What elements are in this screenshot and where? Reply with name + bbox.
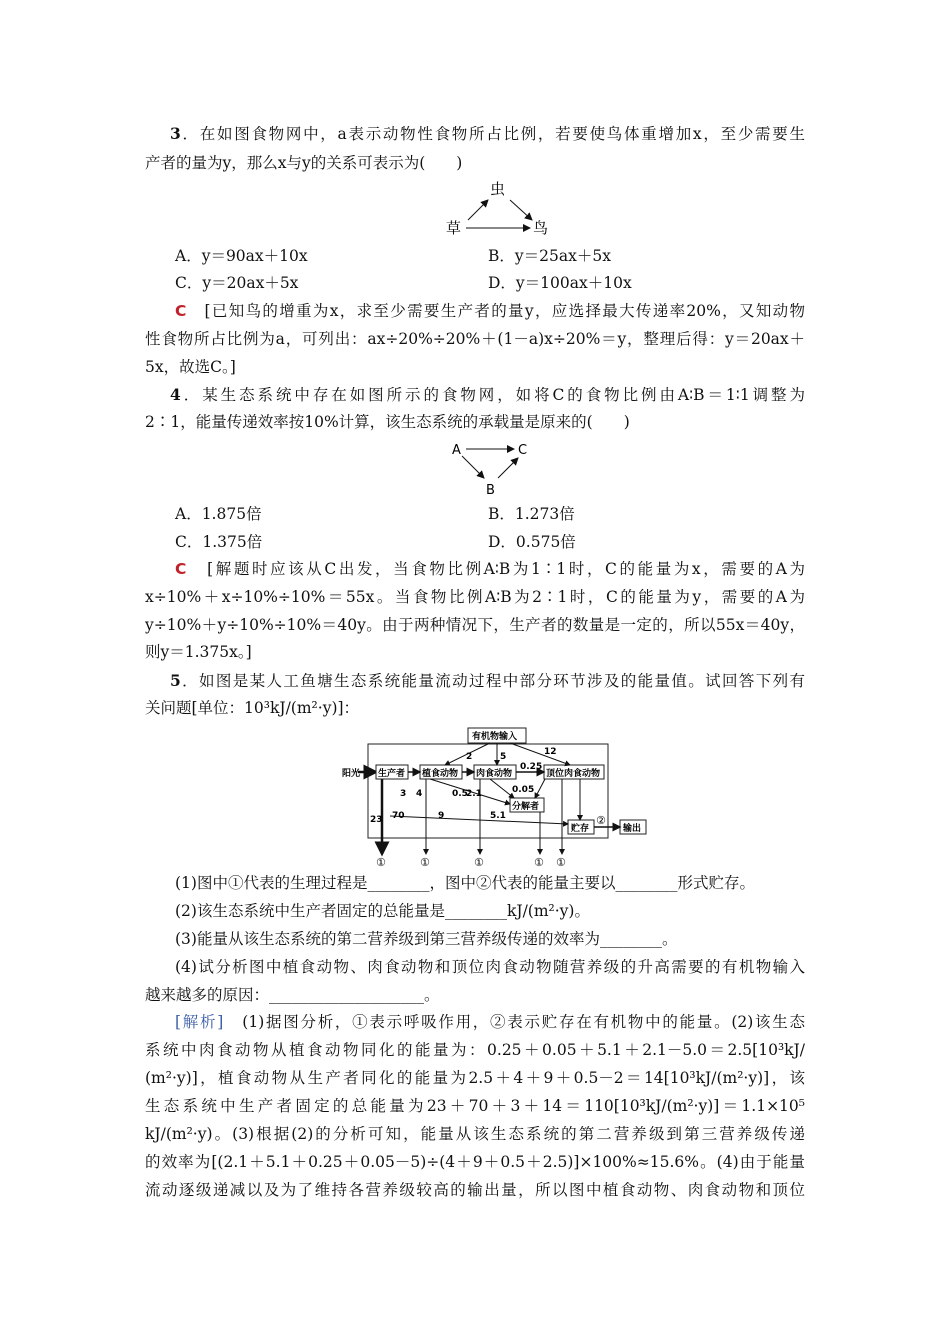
q4-node-b: B	[486, 483, 495, 498]
q3-answer: C	[175, 302, 187, 320]
q3-explanation-line3: 5x，故选C。]	[145, 358, 236, 376]
q4-line1: 4．某生态系统中存在如图所示的食物网，如将C的食物比例由A∶B＝1∶1调整为	[170, 385, 805, 404]
q5-value-2: 2	[466, 752, 473, 762]
q5-analysis-line3: (m²·y)]，植食动物从生产者同化的能量为2.5＋4＋9＋0.5－2＝14[10³kJ/(m²·y)]，该	[145, 1069, 805, 1087]
q5-circle-1a: ①	[376, 856, 386, 869]
q3-line1: 3．在如图食物网中，a表示动物性食物所占比例，若要使鸟体重增加x，至少需要生	[170, 124, 805, 143]
svg-text:贮存: 贮存	[571, 824, 590, 834]
q3-number: 3	[170, 124, 181, 143]
q5-analysis-tag: [解析]	[175, 1013, 224, 1031]
q5-sub4-line1: (4)试分析图中植食动物、肉食动物和顶位肉食动物随营养级的升高需要的有机物输入	[175, 958, 805, 976]
q5-circle-2: ②	[596, 814, 606, 827]
q4-explanation-line3: y÷10%＋y÷10%÷10%＝40y。由于两种情况下，生产者的数量是一定的，所以55x＝40y，	[145, 616, 805, 634]
q5-number: 5	[170, 671, 181, 690]
q5-value-3: 3	[400, 789, 407, 799]
q5-value-9: 9	[438, 811, 445, 821]
svg-text:分解者: 分解者	[512, 802, 540, 812]
q3-node-grass: 草	[446, 219, 462, 237]
q5-analysis-line4: 生态系统中生产者固定的总能量为23＋70＋3＋14＝110[10³kJ/(m²·y)]＝1.1×10⁵	[145, 1097, 805, 1115]
q4-food-web-diagram	[448, 440, 538, 500]
q4-node-c: C	[518, 443, 528, 458]
q5-value-0.05: 0.05	[512, 785, 535, 795]
q5-value-4: 4	[416, 789, 423, 799]
q4-node-a: A	[452, 443, 461, 458]
q3-node-insect: 虫	[490, 180, 506, 198]
q5-value-5: 5	[500, 752, 507, 762]
q5-circle-1e: ①	[556, 856, 566, 869]
q3-line2: 产者的量为y，那么x与y的关系可表示为( )	[145, 154, 463, 172]
q4-explanation-line1: C [解题时应该从C出发，当食物比例A∶B为1∶1时，C的能量为x，需要的A为	[175, 560, 805, 578]
q4-line2: 2∶1，能量传递效率按10%计算，该生态系统的承载量是原来的( )	[145, 413, 630, 431]
q5-circle-1c: ①	[474, 856, 484, 869]
q4-option-d: D．0.575倍	[488, 533, 576, 551]
q4-explanation-line2: x÷10%＋x÷10%÷10%＝55x。当食物比例A∶B为2∶1时，C的能量为y，需要的A为	[145, 588, 805, 606]
svg-text:植食动物: 植食动物	[422, 769, 459, 779]
q3-explanation-line2: 性食物所占比例为a，可列出：ax÷20%÷20%＋(1－a)x÷20%＝y，整理后得：y＝20ax＋	[145, 330, 805, 348]
svg-text:有机物输入: 有机物输入	[472, 732, 518, 742]
q3-option-b: B．y＝25ax＋5x	[488, 247, 611, 265]
q5-analysis-line7: 流动逐级递减以及为了维持各营养级较高的输出量，所以图中植食动物、肉食动物和顶位	[145, 1181, 805, 1199]
q5-sub2: (2)该生态系统中生产者固定的总能量是________kJ/(m²·y)。	[175, 902, 590, 920]
q5-circle-1b: ①	[420, 856, 430, 869]
q5-value-0.25: 0.25	[520, 762, 543, 772]
q3-option-c: C．y＝20ax＋5x	[175, 274, 299, 292]
q5-value-23: 23	[370, 815, 383, 825]
q4-explanation-line4: 则y＝1.375x。]	[145, 643, 252, 661]
svg-text:肉食动物: 肉食动物	[476, 769, 513, 779]
q5-energy-flow-diagram	[330, 724, 660, 869]
q3-option-d: D．y＝100ax＋10x	[488, 274, 632, 292]
q5-analysis-line6: 的效率为[(2.1＋5.1＋0.25＋0.05－5)÷(4＋9＋0.5＋2.5)]×100%≈15.6%。(4)由于能量	[145, 1153, 805, 1171]
q5-value-2.1: 2.1	[466, 789, 482, 799]
q5-label-sunlight: 阳光	[342, 769, 361, 779]
q5-value-0.5: 0.5	[452, 789, 468, 799]
q3-explanation-line1: C [已知鸟的增重为x，求至少需要生产者的量y，应选择最大传递率20%，又知动物	[175, 302, 805, 320]
svg-text:顶位肉食动物: 顶位肉食动物	[546, 769, 601, 779]
svg-text:生产者: 生产者	[378, 769, 406, 779]
svg-text:输出: 输出	[623, 824, 642, 834]
q4-option-c: C．1.375倍	[175, 533, 263, 551]
q5-value-5.1: 5.1	[490, 811, 506, 821]
q5-sub1: (1)图中①代表的生理过程是________，图中②代表的能量主要以________形式贮存。	[175, 874, 755, 892]
q5-value-70: 70	[392, 811, 405, 821]
q5-sub3: (3)能量从该生态系统的第二营养级到第三营养级传递的效率为________。	[175, 930, 678, 948]
q3-food-web-diagram	[440, 178, 560, 240]
q5-line1: 5．如图是某人工鱼塘生态系统能量流动过程中部分环节涉及的能量值。试回答下列有	[170, 671, 805, 690]
q5-value-12: 12	[544, 747, 557, 757]
q5-sub4-line2: 越来越多的原因：____________________。	[145, 986, 440, 1004]
q3-node-bird: 鸟	[533, 219, 549, 237]
q5-circle-1d: ①	[534, 856, 544, 869]
q4-option-a: A．1.875倍	[175, 505, 262, 523]
q4-answer: C	[175, 560, 187, 578]
q5-analysis-line2: 系统中肉食动物从植食动物同化的能量为：0.25＋0.05＋5.1＋2.1－5.0＝2.5[10³kJ/	[145, 1041, 805, 1059]
q3-option-a: A．y＝90ax＋10x	[175, 247, 308, 265]
q4-number: 4	[170, 385, 181, 404]
q4-option-b: B．1.273倍	[488, 505, 575, 523]
q5-line2: 关问题[单位：10³kJ/(m²·y)]：	[145, 699, 360, 717]
q5-analysis-line1: [解析] (1)据图分析，①表示呼吸作用，②表示贮存在有机物中的能量。(2)该生态	[175, 1013, 805, 1031]
q5-analysis-line5: kJ/(m²·y)。(3)根据(2)的分析可知，能量从该生态系统的第二营养级到第三营养级传递	[145, 1125, 805, 1143]
